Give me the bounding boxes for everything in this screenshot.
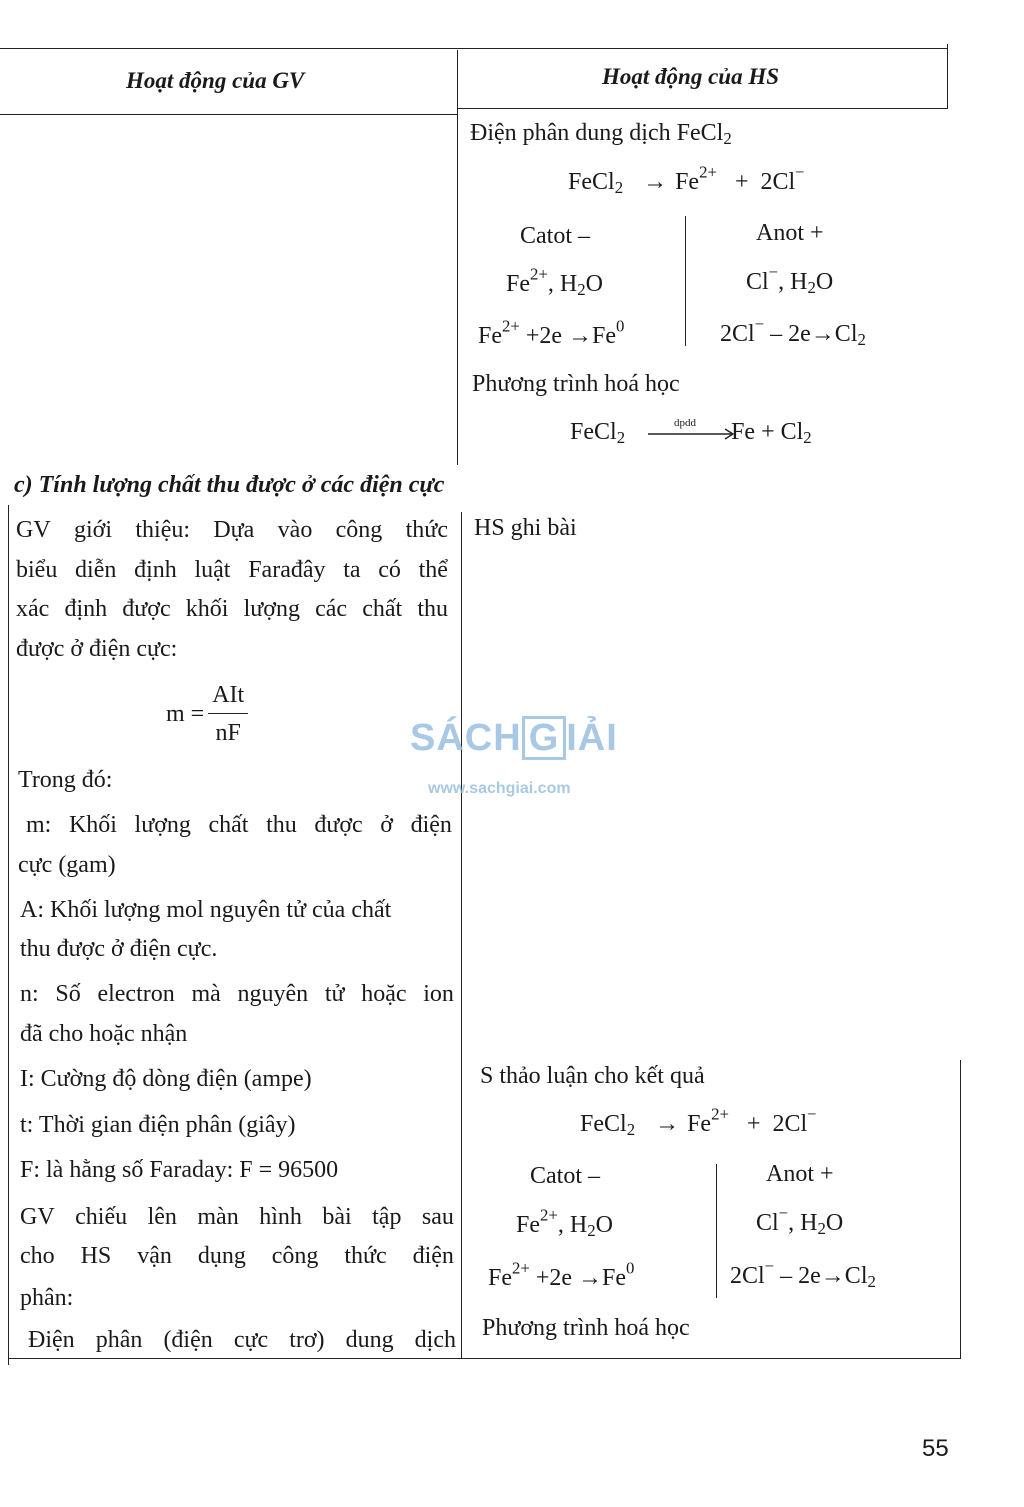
equation-label-bottom: Phương trình hoá học: [482, 1315, 690, 1341]
gv-intro-line-4: được ở điện cực:: [16, 636, 178, 662]
overall-equation-top: FeCl$_2$ $Fe + Cl_2$: [570, 419, 812, 448]
hs-dissociation-equation-bottom: FeCl$_2$ → $Fe^{2+} + 2Cl^-$: [580, 1104, 817, 1140]
electrode-divider-bottom: [716, 1164, 717, 1298]
gv-a-line-1: A: Khối lượng mol nguyên tử của chất: [20, 897, 392, 923]
table-right-border-top: [947, 44, 948, 108]
table-top-border: [0, 48, 948, 49]
table-header-bottom-right: [457, 108, 948, 109]
gv-m-line-1: m: Khối lượng chất thu được ở điện: [26, 812, 452, 838]
anot-species-bottom: Cl−, $H_2O$: [756, 1203, 844, 1239]
gv-exercise-line-4: Điện phân (điện cực trơ) dung dịch: [28, 1327, 456, 1353]
hs-electrolysis-title: Điện phân dung dịch FeCl$_2$: [470, 120, 732, 149]
anot-species: Cl−, $H_2O$: [746, 262, 834, 298]
table-bottom-border: [8, 1358, 961, 1359]
gv-intro-line-3: xác định được khối lượng các chất thu: [16, 596, 448, 622]
catot-reaction-bottom: $Fe^{2+} +2e \to Fe^0$: [488, 1258, 635, 1291]
column-divider-top: [457, 50, 458, 465]
table-right-border-bottom: [960, 1060, 961, 1358]
watermark-url: www.sachgiai.com: [428, 780, 571, 797]
gv-a-line-2: thu được ở điện cực.: [20, 936, 218, 962]
gv-exercise-line-3: phân:: [20, 1285, 74, 1311]
column-divider-bottom: [461, 512, 462, 1358]
gv-trong-do: Trong đó:: [18, 767, 113, 793]
table-left-border-bottom: [8, 505, 9, 1365]
catot-species-bottom: $Fe^{2+}$, $H_2O$: [516, 1205, 613, 1241]
anot-label: Anot +: [756, 220, 824, 246]
hs-dissociation-equation: FeCl$_2$ → $Fe^{2+} + 2Cl^-$: [568, 162, 805, 198]
equation-label-top: Phương trình hoá học: [472, 371, 680, 397]
faraday-formula: m = $\frac{\text{AIt}}{nF}$: [166, 682, 248, 747]
header-gv: Hoạt động của GV: [126, 68, 305, 93]
gv-m-line-2: cực (gam): [18, 852, 116, 878]
gv-f-line: F: là hằng số Faraday: F = 96500: [20, 1157, 339, 1183]
catot-reaction: $Fe^{2+} +2e \to Fe^0$: [478, 316, 625, 349]
gv-intro-line-1: GV giới thiệu: Dựa vào công thức: [16, 517, 448, 543]
gv-n-line-1: n: Số electron mà nguyên tử hoặc ion: [20, 981, 454, 1007]
gv-n-line-2: đã cho hoặc nhận: [20, 1021, 188, 1047]
gv-i-line: I: Cường độ dòng điện (ampe): [20, 1066, 312, 1092]
anot-reaction: $2Cl^- - 2e\to Cl_2$: [720, 314, 866, 350]
catot-species: $Fe^{2+}$, $H_2O$: [506, 264, 603, 300]
section-c-heading: c) Tính lượng chất thu được ở các điện cực: [14, 472, 445, 498]
gv-exercise-line-2: cho HS vận dụng công thức điện: [20, 1243, 454, 1269]
catot-label-bottom: Catot –: [530, 1163, 600, 1189]
table-header-bottom-left: [0, 114, 457, 115]
hs-ghi-bai: HS ghi bài: [474, 515, 577, 541]
electrode-divider-top: [685, 216, 686, 346]
page-number: 55: [922, 1435, 949, 1462]
gv-intro-line-2: biểu diễn định luật Farađây ta có thể: [16, 557, 448, 583]
gv-t-line: t: Thời gian điện phân (giây): [20, 1112, 296, 1138]
hs-discussion-line: S thảo luận cho kết quả: [480, 1063, 705, 1089]
header-hs: Hoạt động của HS: [602, 64, 780, 89]
arrow-label-dpdd: dpdd: [674, 417, 696, 429]
anot-label-bottom: Anot +: [766, 1161, 834, 1187]
catot-label: Catot –: [520, 223, 590, 249]
gv-exercise-line-1: GV chiếu lên màn hình bài tập sau: [20, 1204, 454, 1230]
anot-reaction-bottom: $2Cl^- - 2e\to Cl_2$: [730, 1256, 876, 1292]
watermark-logo: SÁCH G IẢI: [410, 717, 618, 759]
